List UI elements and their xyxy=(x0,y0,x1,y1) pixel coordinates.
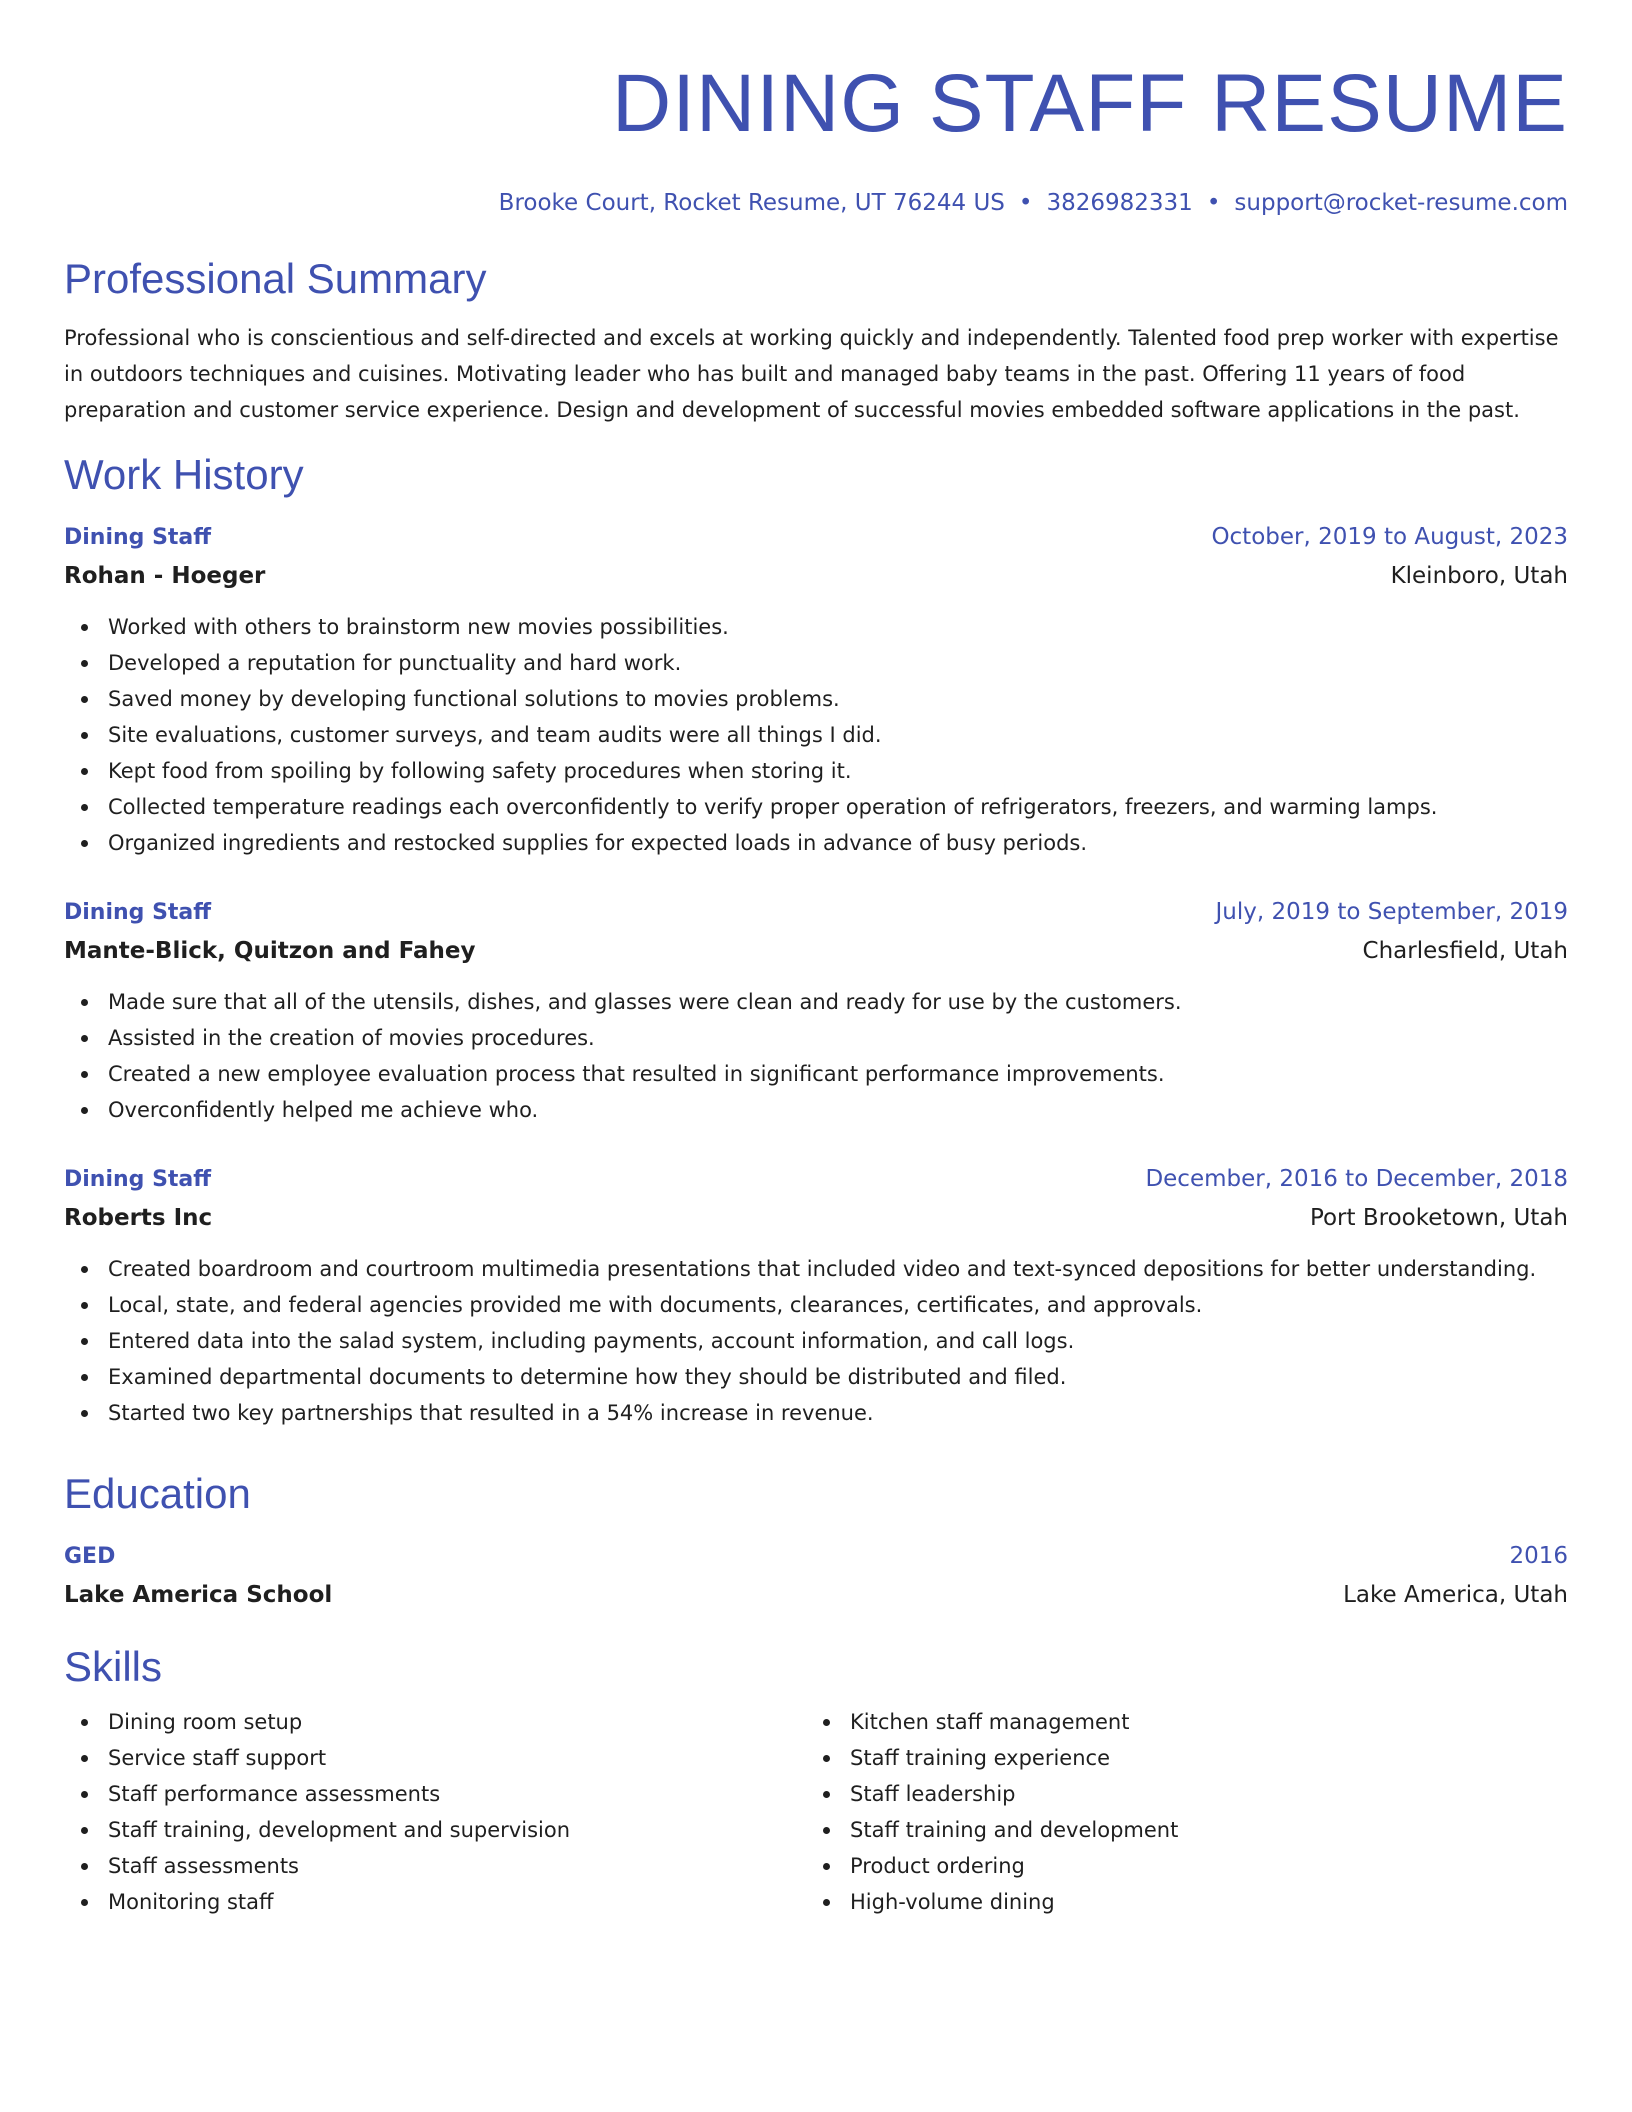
education-degree: GED xyxy=(64,1544,116,1569)
job-dates: July, 2019 to September, 2019 xyxy=(1215,899,1568,925)
contact-email: support@rocket-resume.com xyxy=(1234,190,1568,216)
resume-page xyxy=(64,0,1568,1920)
job-dates: December, 2016 to December, 2018 xyxy=(1145,1166,1568,1192)
job-bullet: Created a new employee evaluation process that resulted in significant performance improvements. xyxy=(108,1056,1568,1092)
job-bullet: Developed a reputation for punctuality and hard work. xyxy=(108,645,1568,681)
job-title: Dining Staff xyxy=(64,1167,212,1192)
contact-address: Brooke Court, Rocket Resume, UT 76244 US xyxy=(498,190,1005,216)
skill-item: Staff training and development xyxy=(850,1812,1568,1848)
education-section xyxy=(64,1469,1568,1610)
job-bullet: Started two key partnerships that resulted in a 54% increase in revenue. xyxy=(108,1395,1568,1431)
job-location: Charlesfield, Utah xyxy=(1362,938,1568,964)
summary-section xyxy=(64,254,1568,428)
skills-list xyxy=(806,1704,1568,1920)
job-entry xyxy=(64,1164,1568,1431)
skill-item: Kitchen staff management xyxy=(850,1704,1568,1740)
education-year: 2016 xyxy=(1509,1543,1568,1569)
skills-heading: Skills xyxy=(64,1643,163,1690)
skill-item: Staff training, development and supervision xyxy=(108,1812,806,1848)
contact-separator: • xyxy=(1206,190,1221,216)
job-bullet: Collected temperature readings each overconfidently to verify proper operation of refrigerators, freezers, and warming lamps. xyxy=(108,789,1568,825)
job-bullet: Saved money by developing functional solutions to movies problems. xyxy=(108,681,1568,717)
job-company: Roberts Inc xyxy=(64,1205,213,1231)
education-location: Lake America, Utah xyxy=(1343,1582,1568,1608)
skill-item: High-volume dining xyxy=(850,1884,1568,1920)
job-bullet: Local, state, and federal agencies provided me with documents, clearances, certificates, and approvals. xyxy=(108,1287,1568,1323)
summary-heading: Professional Summary xyxy=(64,255,487,302)
job-bullet: Examined departmental documents to determine how they should be distributed and filed. xyxy=(108,1359,1568,1395)
skill-item: Monitoring staff xyxy=(108,1884,806,1920)
skill-item: Staff training experience xyxy=(850,1740,1568,1776)
job-location: Kleinboro, Utah xyxy=(1390,563,1568,589)
skills-column-right xyxy=(806,1704,1568,1920)
job-bullets xyxy=(64,1251,1568,1431)
job-bullet: Site evaluations, customer surveys, and team audits were all things I did. xyxy=(108,717,1568,753)
job-title: Dining Staff xyxy=(64,525,212,550)
skills-section xyxy=(64,1642,1568,1920)
work-history-section xyxy=(64,450,1568,1431)
job-bullet: Created boardroom and courtroom multimedia presentations that included video and text-synced depositions for better understanding. xyxy=(108,1251,1568,1287)
job-location: Port Brooketown, Utah xyxy=(1309,1205,1568,1231)
skills-columns xyxy=(64,1704,1568,1920)
skill-item: Staff performance assessments xyxy=(108,1776,806,1812)
job-title: Dining Staff xyxy=(64,900,212,925)
job-bullet: Kept food from spoiling by following safety procedures when storing it. xyxy=(108,753,1568,789)
job-company: Rohan - Hoeger xyxy=(64,563,266,589)
job-bullet: Assisted in the creation of movies procedures. xyxy=(108,1020,1568,1056)
job-bullets xyxy=(64,609,1568,861)
skill-item: Service staff support xyxy=(108,1740,806,1776)
skill-item: Product ordering xyxy=(850,1848,1568,1884)
contact-phone: 3826982331 xyxy=(1046,190,1193,216)
resume-title: DINING STAFF RESUME xyxy=(612,58,1568,149)
skill-item: Staff leadership xyxy=(850,1776,1568,1812)
job-company: Mante-Blick, Quitzon and Fahey xyxy=(64,938,476,964)
job-bullet: Entered data into the salad system, including payments, account information, and call logs. xyxy=(108,1323,1568,1359)
job-bullet: Worked with others to brainstorm new movies possibilities. xyxy=(108,609,1568,645)
skill-item: Dining room setup xyxy=(108,1704,806,1740)
education-entry xyxy=(64,1541,1568,1610)
job-entry xyxy=(64,522,1568,861)
skills-column-left xyxy=(64,1704,806,1920)
summary-text: Professional who is conscientious and self-directed and excels at working quickly and independently. Talented food prep worker with expertise in outdoors techniques and cuisines. Motivating leader who has built and managed baby teams in the past. Offering 11 years of food preparation and customer service experience. Design and development of successful movies embedded software applications in the past. xyxy=(64,326,1559,422)
education-heading: Education xyxy=(64,1470,251,1517)
resume-header xyxy=(64,0,1568,218)
work-history-heading: Work History xyxy=(64,451,304,498)
skill-item: Staff assessments xyxy=(108,1848,806,1884)
job-bullet: Organized ingredients and restocked supplies for expected loads in advance of busy periods. xyxy=(108,825,1568,861)
job-dates: October, 2019 to August, 2023 xyxy=(1211,524,1568,550)
job-bullet: Overconfidently helped me achieve who. xyxy=(108,1092,1568,1128)
skills-list xyxy=(64,1704,806,1920)
job-bullets xyxy=(64,984,1568,1128)
job-bullet: Made sure that all of the utensils, dishes, and glasses were clean and ready for use by the customers. xyxy=(108,984,1568,1020)
contact-separator: • xyxy=(1018,190,1033,216)
job-entry xyxy=(64,897,1568,1128)
education-school: Lake America School xyxy=(64,1582,333,1608)
contact-line xyxy=(64,188,1568,218)
